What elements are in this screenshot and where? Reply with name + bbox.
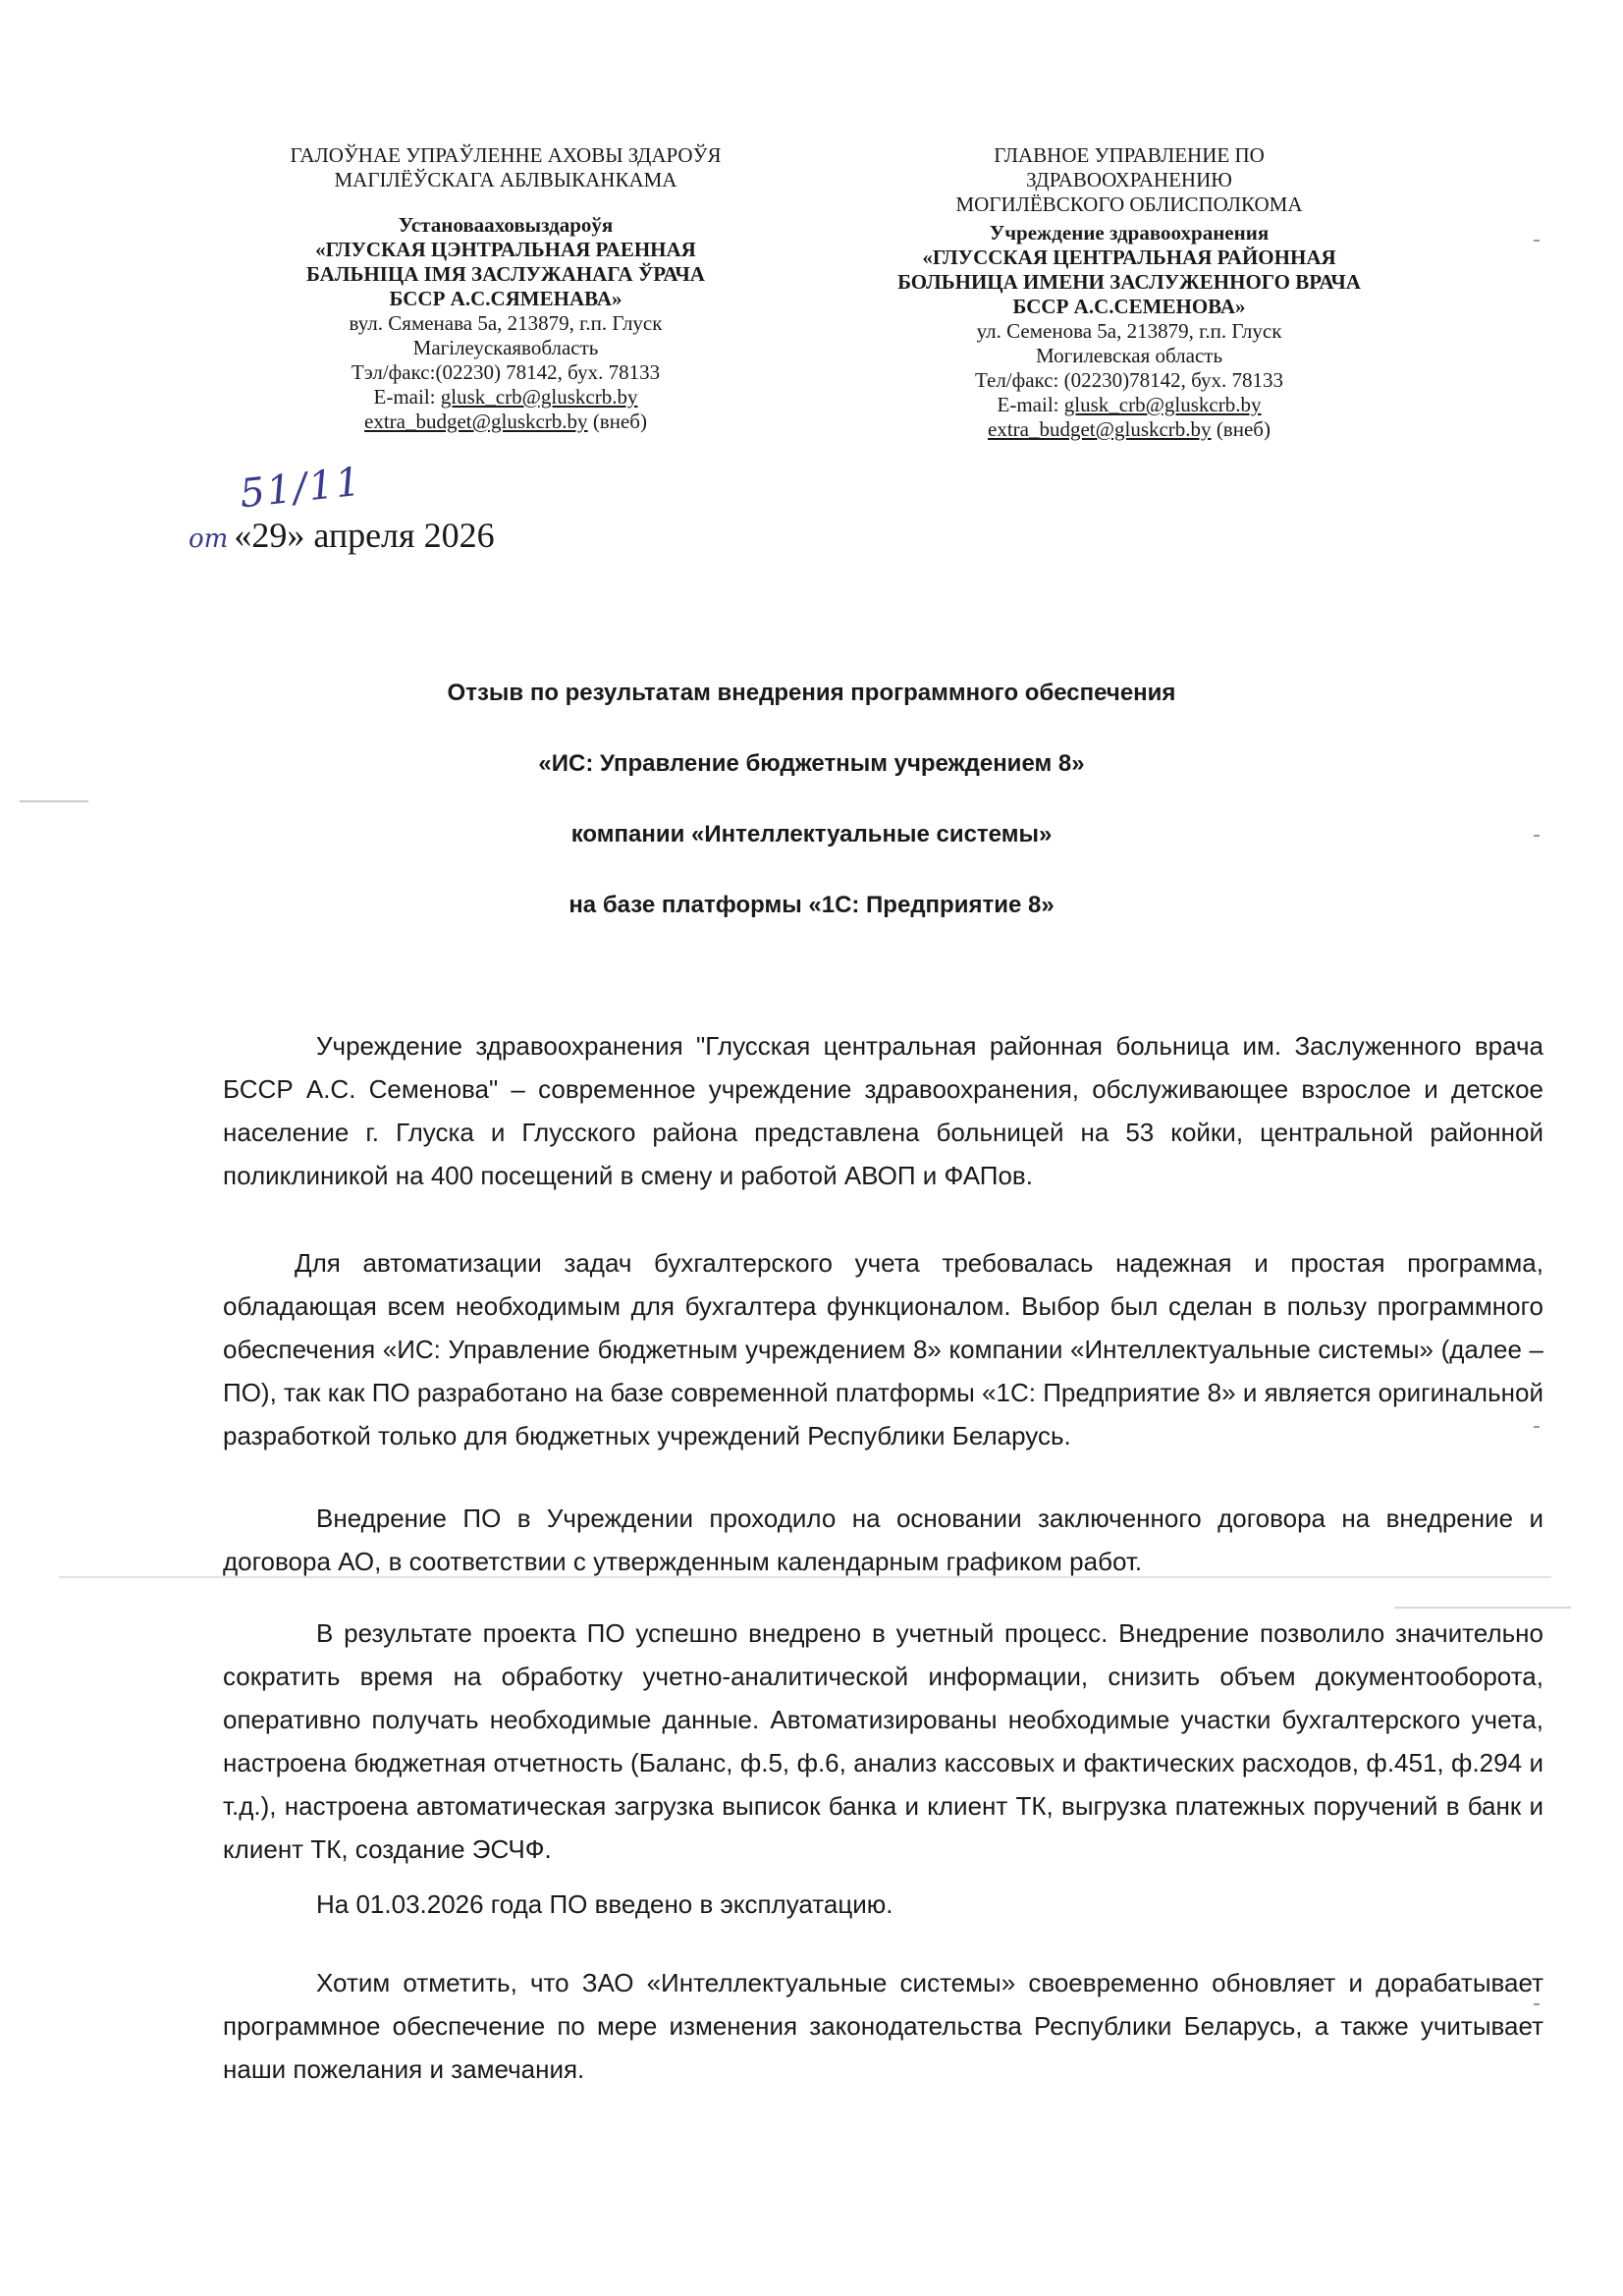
email-ru-extra: extra_budget@gluskcrb.by (внеб) [988, 417, 1271, 441]
ministry-name-ru: ГЛАВНОЕ УПРАВЛЕНИЕ ПО ЗДРАВООХРАНЕНИЮ МОГИЛЁВСКОГО ОБЛИСПОЛКОМА [955, 143, 1303, 216]
email-link-main-ru[interactable]: glusk_crb@gluskcrb.by [1063, 393, 1262, 416]
date-text: «29» апреля 2026 [234, 516, 495, 555]
email-ru: E-mail: glusk_crb@gluskcrb.by [997, 393, 1262, 416]
body-paragraph-1: Учреждение здравоохранения "Глусская центральная районная больница им. Заслуженного врача БССР А.С. Семенова" – современное учреждение здравоохранения, обслуживающее взрослое и детское население г. Глуска и Глусского района представлена больницей на 53 койки, центральной районной поликлиникой на 400 посещений в смену и работой АВОП и ФАПов. [223, 1031, 1543, 1190]
email-link-extra-ru[interactable]: extra_budget@gluskcrb.by [988, 417, 1212, 441]
document-title [0, 676, 1623, 958]
phone-by: Тэл/факс:(02230) 78142, бух. 78133 [351, 360, 661, 384]
address-ru-line1: ул. Семенова 5а, 213879, г.п. Глуск [976, 319, 1282, 343]
body-paragraph-3: Внедрение ПО в Учреждении проходило на основании заключенного договора на внедрение и договора АО, в соответствии с утвержденным календарным графиком работ. [223, 1503, 1543, 1576]
body-paragraph-2: Для автоматизации задач бухгалтерского учета требовалась надежная и простая программа, обладающая всем необходимым для бухгалтера функционалом. Выбор был сделан в пользу программного обеспечения «ИС: Управление бюджетным учреждением 8» компании «Интеллектуальные системы» (далее – ПО), так как ПО разработано на базе современной платформы «1С: Предприятие 8» и является оригинальной разработкой только для бюджетных учреждений Республики Беларусь. [223, 1248, 1543, 1450]
handwritten-registration-number: 51/11 [237, 459, 365, 518]
org-type-ru: Учреждение здравоохранения [989, 221, 1270, 245]
address-by-line2: Магілеускаявобласть [412, 336, 599, 359]
scan-speck [1534, 2003, 1540, 2005]
phone-ru: Тел/факс: (02230)78142, бух. 78133 [974, 368, 1284, 392]
header-left [250, 143, 761, 434]
email-by: E-mail: glusk_crb@gluskcrb.by [373, 385, 638, 409]
email-link-main[interactable]: glusk_crb@gluskcrb.by [440, 385, 638, 409]
email-by-extra: extra_budget@gluskcrb.by (внеб) [364, 410, 647, 433]
scan-artifact-line [20, 800, 88, 802]
scan-speck [1534, 1426, 1540, 1428]
title-line-2: «ИС: Управление бюджетным учреждением 8» [538, 750, 1085, 777]
org-name-by: «ГЛУСКАЯ ЦЭНТРАЛЬНАЯ РАЕННАЯ БАЛЬНІЦА ІМЯ ЗАСЛУЖАНАГА ЎРАЧА БССР А.С.СЯМЕНАВА» [306, 238, 705, 310]
scan-artifact-line [59, 1576, 1551, 1578]
header-right [874, 143, 1384, 442]
date-prefix-handwritten: от [189, 524, 229, 554]
body-paragraph-6: Хотим отметить, что ЗАО «Интеллектуальные системы» своевременно обновляет и дорабатывает программное обеспечение по мере изменения законодательства Республики Беларусь, а также учитывает наши пожелания и замечания. [223, 1968, 1543, 2084]
org-type-by: Установааховыздароўя [398, 213, 614, 237]
address-ru-line2: Могилевская область [1035, 344, 1223, 367]
scan-speck [1534, 240, 1540, 242]
body-paragraph-4: В результате проекта ПО успешно внедрено в учетный процесс. Внедрение позволило значительно сократить время на обработку учетно-аналитической информации, снизить объем документооборота, оперативно получать необходимые данные. Автоматизированы необходимые участки бухгалтерского учета, настроена бюджетная отчетность (Баланс, ф.5, ф.6, анализ кассовых и фактических расходов, ф.451, ф.294 и т.д.), настроена автоматическая загрузка выписок банка и клиент ТК, выгрузка платежных поручений в банк и клиент ТК, создание ЭСЧФ. [223, 1618, 1543, 1864]
address-by-line1: вул. Сяменава 5а, 213879, г.п. Глуск [349, 311, 663, 335]
title-line-3: компании «Интеллектуальные системы» [570, 821, 1053, 847]
email-link-extra[interactable]: extra_budget@gluskcrb.by [364, 410, 588, 433]
org-name-ru: «ГЛУССКАЯ ЦЕНТРАЛЬНАЯ РАЙОННАЯ БОЛЬНИЦА ИМЕНИ ЗАСЛУЖЕННОГО ВРАЧА БССР А.С.СЕМЕНОВА» [897, 246, 1361, 318]
scan-artifact-line [1394, 1607, 1571, 1609]
title-line-1: Отзыв по результатам внедрения программного обеспечения [447, 680, 1176, 706]
document-date [189, 515, 495, 556]
title-line-4: на базе платформы «1С: Предприятие 8» [568, 892, 1055, 918]
body-paragraph-5: На 01.03.2026 года ПО введено в эксплуатацию. [316, 1889, 893, 1919]
ministry-name-by: ГАЛОЎНАЕ УПРАЎЛЕННЕ АХОВЫ ЗДАРОЎЯ МАГІЛЁЎСКАГА АБЛВЫКАНКАМА [290, 143, 722, 191]
scan-speck [1534, 835, 1540, 837]
